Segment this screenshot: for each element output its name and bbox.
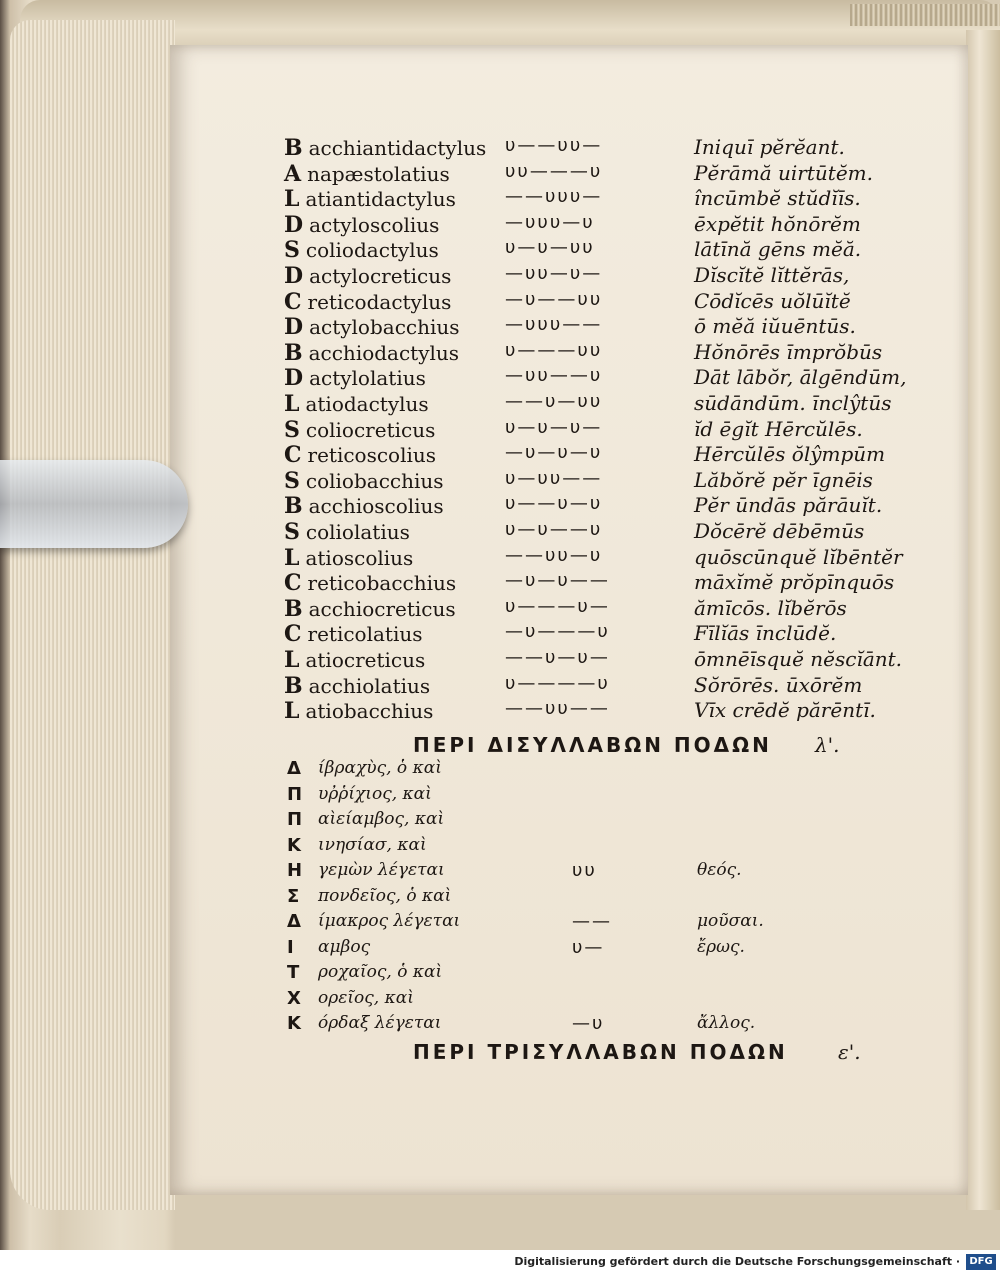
foot-name <box>284 519 484 545</box>
foot-meter: —υυυ—— <box>505 314 603 336</box>
foot-example: Pĕr ūndās părāuĭt. <box>694 493 883 518</box>
foot-name <box>284 340 484 366</box>
foot-name <box>284 365 484 391</box>
foot-name <box>284 468 484 494</box>
foot-example: Dŏcērĕ dēbēmūs <box>694 519 865 543</box>
foot-meter: υυ———υ <box>505 160 603 182</box>
foot-meter: υ————υ <box>505 672 610 694</box>
foot-name-rest: atiocreticus <box>305 648 426 672</box>
heading-disyllabic-feet <box>413 733 772 757</box>
foot-example: Vīx crēdĕ părēntī. <box>694 698 876 723</box>
foot-initial: A <box>284 160 302 187</box>
foot-name <box>284 135 487 161</box>
foot-meter: υ——υ—υ <box>505 493 603 515</box>
greek-initial: Ι <box>287 936 294 958</box>
foot-meter: —υ—υ—υ <box>505 442 603 464</box>
foot-meter: ——υ—υ— <box>505 647 610 668</box>
foot-example: māxĭmĕ prŏpīnquōs <box>694 570 895 595</box>
foot-example: Iniquī pĕrĕant. <box>694 135 845 159</box>
foot-initial: L <box>284 186 300 213</box>
foot-initial: C <box>284 570 302 597</box>
foot-meter: υ—υ—υ— <box>505 416 603 438</box>
foot-name <box>284 442 484 468</box>
foot-name <box>284 698 484 724</box>
greek-text: αὶείαμβος, καὶ <box>318 809 445 829</box>
greek-text: όρδαξ λέγεται <box>318 1013 442 1033</box>
right-page-strip <box>966 30 1000 1210</box>
foot-meter: υ—υ——υ <box>505 519 603 540</box>
foot-initial: B <box>284 493 303 520</box>
foot-example: Lăbŏrĕ pĕr īgnēis <box>694 467 873 492</box>
foot-name-rest: coliodactylus <box>305 238 439 263</box>
page-clip <box>0 460 188 548</box>
foot-example: sūdāndūm. īnclŷtūs <box>694 391 892 415</box>
greek-initial: Κ <box>287 834 301 856</box>
greek-text: γεμὼν λέγεται <box>318 860 445 880</box>
foot-initial: L <box>284 391 300 417</box>
foot-example: Dāt lābŏr, ālgēndūm, <box>694 365 907 390</box>
foot-name <box>284 263 484 289</box>
foot-initial: B <box>284 135 303 161</box>
foot-name <box>284 314 484 340</box>
foot-name <box>284 417 484 443</box>
dfg-logo: DFG <box>966 1254 996 1270</box>
foot-initial: L <box>284 544 300 571</box>
foot-initial: B <box>284 595 303 622</box>
foot-meter: υ—υυ—— <box>505 467 603 489</box>
foot-example: Hŏnōrēs īmprŏbūs <box>694 339 883 364</box>
foot-initial: L <box>284 698 300 725</box>
greek-meter: υ— <box>572 936 605 958</box>
foot-name <box>284 161 484 187</box>
foot-name <box>284 647 484 673</box>
foot-meter: —υυυ—υ <box>505 211 595 233</box>
foot-name-rest: coliobacchius <box>305 468 444 493</box>
foot-name <box>284 493 484 519</box>
foot-example: ĭd ēgĭt Hērcŭlēs. <box>694 416 863 441</box>
foot-initial: B <box>284 672 303 699</box>
foot-initial: B <box>284 339 303 366</box>
greek-example: θεός. <box>697 860 742 880</box>
greek-text: υῤῥίχιος, καὶ <box>318 783 432 804</box>
heading-text: ΠΕΡΙ ΔΙΣΥΛΛΑΒΩΝ ΠΟΔΩΝ <box>413 733 772 757</box>
foot-initial: C <box>284 442 302 469</box>
foot-meter: υ——υυ— <box>505 135 603 156</box>
greek-meter: —υ <box>572 1013 605 1034</box>
foot-name-rest: acchioscolius <box>308 494 444 519</box>
foot-name-rest: atiodactylus <box>305 392 429 416</box>
foot-name <box>284 570 484 596</box>
heading-text: ΠΕΡΙ ΤΡΙΣΥΛΛΑΒΩΝ ΠΟΔΩΝ <box>413 1040 788 1064</box>
foot-name-rest: reticolatius <box>307 622 423 647</box>
foot-meter: —υυ——υ <box>505 365 603 387</box>
foot-initial: C <box>284 288 302 315</box>
greek-example: ἄλλος. <box>697 1013 756 1033</box>
foot-example: ămīcōs. lĭbĕrōs <box>694 595 847 620</box>
foot-name-rest: coliolatius <box>305 520 410 544</box>
foot-name <box>284 596 484 622</box>
greek-meter: —— <box>572 911 612 932</box>
foot-example: Fīlĭās īnclūdĕ. <box>694 621 837 646</box>
foot-name-rest: acchiolatius <box>308 673 431 698</box>
foot-meter: ——υυυ— <box>505 186 603 208</box>
greek-initial: Η <box>287 860 303 881</box>
heading-trisyllabic-number: ε'. <box>838 1040 861 1064</box>
foot-initial: S <box>284 237 300 264</box>
foot-example: ō mĕă iŭuēntūs. <box>694 314 856 339</box>
greek-text: αμβος <box>318 936 371 957</box>
foot-name-rest: actyloscolius <box>309 212 440 237</box>
foot-name-rest: acchiantidactylus <box>308 136 487 160</box>
foot-name <box>284 289 484 315</box>
foot-name <box>284 391 484 417</box>
greek-text: ίμακρος λέγεται <box>318 911 461 931</box>
foot-name <box>284 237 484 263</box>
foot-example: încūmbĕ stŭdĭīs. <box>694 186 861 211</box>
foot-name-rest: reticodactylus <box>307 289 452 314</box>
foot-meter: ——υ—υυ <box>505 391 603 412</box>
foot-example: quōscūnquĕ lĭbēntĕr <box>694 544 903 569</box>
foot-meter: ——υυ—— <box>505 698 610 720</box>
foot-example: ēxpĕtit hŏnōrĕm <box>694 211 861 236</box>
greek-text: πονδεῖος, ὁ καὶ <box>318 885 452 906</box>
foot-initial: S <box>284 519 300 545</box>
foot-name <box>284 545 484 571</box>
footer-credit: Digitalisierung gefördert durch die Deutsche Forschungsgemeinschaft · <box>514 1255 960 1268</box>
greek-initial: Σ <box>287 885 300 907</box>
greek-initial: Δ <box>287 758 301 779</box>
greek-initial: Π <box>287 809 303 830</box>
foot-initial: D <box>284 211 304 238</box>
greek-initial: Χ <box>287 987 301 1009</box>
spine-edge <box>850 4 1000 26</box>
foot-meter: υ———υυ <box>505 339 603 361</box>
foot-name-rest: actylobacchius <box>309 315 460 340</box>
greek-example: ἔρως. <box>697 936 745 957</box>
greek-initial: Κ <box>287 1013 301 1034</box>
foot-name-rest: atioscolius <box>305 545 414 570</box>
foot-name-rest: reticoscolius <box>307 443 437 468</box>
foot-name-rest: reticobacchius <box>307 571 457 596</box>
foot-name-rest: acchiocreticus <box>308 596 456 621</box>
footer-bar <box>0 1250 1000 1274</box>
foot-meter: υ—υ—υυ <box>505 237 595 259</box>
foot-name <box>284 621 484 647</box>
page-edges <box>10 20 175 1210</box>
heading-trisyllabic-feet <box>413 1040 788 1064</box>
greek-meter: υυ <box>572 860 597 881</box>
foot-example: lātīnă gēns mĕă. <box>694 237 862 262</box>
foot-initial: C <box>284 621 302 648</box>
heading-disyllabic-number: λ'. <box>815 733 840 757</box>
greek-initial: Π <box>287 783 303 805</box>
foot-name-rest: atiobacchius <box>305 699 434 724</box>
foot-meter: —υ—υ—— <box>505 570 610 592</box>
greek-example: μοῦσαι. <box>697 911 764 931</box>
foot-initial: D <box>284 365 304 392</box>
foot-name-rest: napæstolatius <box>307 161 450 186</box>
foot-example: Sŏrōrēs. ūxōrĕm <box>694 672 863 697</box>
foot-initial: D <box>284 263 304 289</box>
foot-name-rest: atiantidactylus <box>305 187 456 212</box>
foot-example: ōmnēīsquĕ nĕscĭānt. <box>694 647 903 671</box>
greek-initial: Δ <box>287 911 301 932</box>
foot-name-rest: actylolatius <box>309 366 426 391</box>
foot-initial: S <box>284 416 300 443</box>
greek-text: ορεῖος, καὶ <box>318 987 414 1008</box>
foot-name-rest: acchiodactylus <box>308 340 460 365</box>
greek-text: ίβραχὺς, ὁ καὶ <box>318 758 442 778</box>
foot-meter: υ———υ— <box>505 595 610 617</box>
foot-initial: S <box>284 467 300 494</box>
foot-example: Pĕrāmă uirtūtĕm. <box>694 160 873 185</box>
foot-name-rest: coliocreticus <box>305 417 436 442</box>
foot-example: Hērcŭlēs ŏlŷmpūm <box>694 442 886 467</box>
foot-example: Cōdĭcēs uŏlūĭtĕ <box>694 288 851 313</box>
greek-text: ινησίασ, καὶ <box>318 834 427 855</box>
foot-name <box>284 212 484 238</box>
foot-meter: —υ———υ <box>505 621 610 643</box>
foot-name <box>284 673 484 699</box>
greek-text: ροχαῖος, ὁ καὶ <box>318 962 443 982</box>
foot-initial: L <box>284 647 300 673</box>
foot-name-rest: actylocreticus <box>309 264 452 288</box>
foot-name <box>284 186 484 212</box>
foot-meter: ——υυ—υ <box>505 544 603 566</box>
foot-meter: —υ——υυ <box>505 288 603 310</box>
foot-initial: D <box>284 314 304 341</box>
foot-example: Dĭscĭtĕ lĭttĕrās, <box>694 263 850 287</box>
foot-meter: —υυ—υ— <box>505 263 603 284</box>
greek-initial: Τ <box>287 962 300 983</box>
